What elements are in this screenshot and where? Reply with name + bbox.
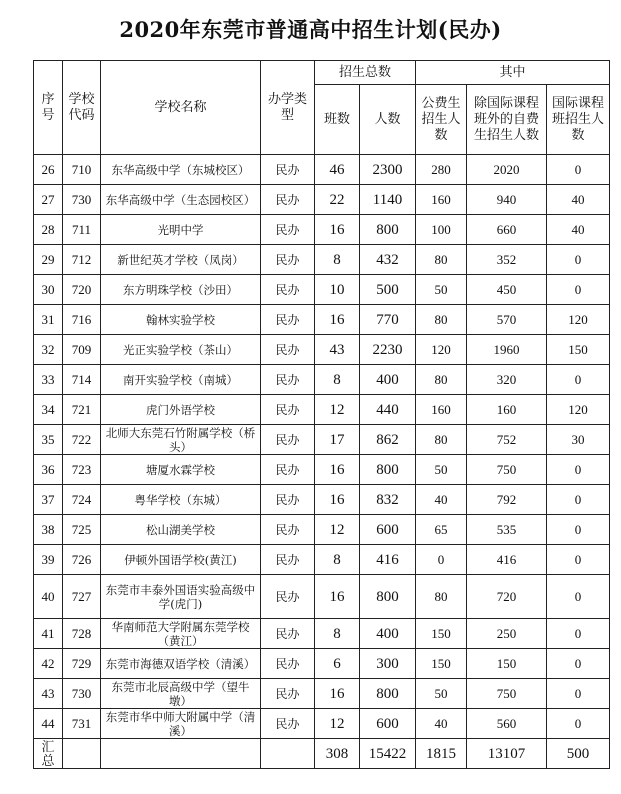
summary-label: 汇总 [34,739,63,769]
row-seq: 43 [34,679,63,709]
row-seq: 37 [34,485,63,515]
row-type: 民办 [261,709,315,739]
row-people: 832 [360,485,416,515]
row-classes: 46 [315,155,360,185]
row-code: 716 [63,305,101,335]
header-of-which: 其中 [416,61,610,85]
row-type: 民办 [261,425,315,455]
row-classes: 12 [315,709,360,739]
row-seq: 42 [34,649,63,679]
row-public-fee: 40 [416,709,467,739]
row-type: 民办 [261,335,315,365]
row-type: 民办 [261,455,315,485]
row-self-fee: 250 [467,619,547,649]
row-code: 712 [63,245,101,275]
summary-empty-type [261,739,315,769]
row-classes: 16 [315,575,360,619]
row-people: 440 [360,395,416,425]
table-row [34,245,610,275]
row-intl: 40 [547,215,610,245]
row-intl: 0 [547,155,610,185]
row-seq: 30 [34,275,63,305]
row-intl: 120 [547,395,610,425]
row-intl: 30 [547,425,610,455]
row-school-name: 新世纪英才学校（凤岗） [101,245,261,275]
row-self-fee: 535 [467,515,547,545]
header-classes: 班数 [315,85,360,155]
row-classes: 12 [315,395,360,425]
row-classes: 17 [315,425,360,455]
row-type: 民办 [261,545,315,575]
row-type: 民办 [261,155,315,185]
row-code: 723 [63,455,101,485]
row-intl: 0 [547,679,610,709]
table-row [34,305,610,335]
table-row [34,485,610,515]
table-row [34,275,610,305]
row-self-fee: 720 [467,575,547,619]
row-self-fee: 1960 [467,335,547,365]
row-public-fee: 150 [416,619,467,649]
enrollment-plan-table [33,60,610,769]
row-self-fee: 150 [467,649,547,679]
row-people: 300 [360,649,416,679]
table-row [34,649,610,679]
row-people: 416 [360,545,416,575]
table-row [34,425,610,455]
summary-people: 15422 [360,739,416,769]
table-row [34,185,610,215]
row-type: 民办 [261,185,315,215]
row-school-name: 华南师范大学附属东莞学校（黄江） [101,619,261,649]
row-school-name: 东方明珠学校（沙田） [101,275,261,305]
summary-public-fee: 1815 [416,739,467,769]
row-code: 728 [63,619,101,649]
row-public-fee: 50 [416,679,467,709]
row-seq: 40 [34,575,63,619]
row-people: 1140 [360,185,416,215]
row-code: 727 [63,575,101,619]
row-classes: 16 [315,215,360,245]
row-intl: 0 [547,619,610,649]
row-seq: 36 [34,455,63,485]
row-code: 720 [63,275,101,305]
row-intl: 0 [547,365,610,395]
row-type: 民办 [261,575,315,619]
row-type: 民办 [261,365,315,395]
row-people: 432 [360,245,416,275]
row-code: 722 [63,425,101,455]
row-seq: 32 [34,335,63,365]
row-intl: 0 [547,455,610,485]
row-self-fee: 792 [467,485,547,515]
row-public-fee: 80 [416,305,467,335]
row-intl: 120 [547,305,610,335]
row-people: 600 [360,515,416,545]
table-row [34,455,610,485]
row-school-name: 粤华学校（东城） [101,485,261,515]
row-self-fee: 750 [467,455,547,485]
row-self-fee: 160 [467,395,547,425]
row-public-fee: 65 [416,515,467,545]
table-row [34,515,610,545]
row-seq: 29 [34,245,63,275]
row-classes: 12 [315,515,360,545]
row-people: 400 [360,619,416,649]
header-people: 人数 [360,85,416,155]
table-row [34,575,610,619]
row-seq: 41 [34,619,63,649]
row-public-fee: 160 [416,185,467,215]
header-code: 学校代码 [63,61,101,155]
row-public-fee: 120 [416,335,467,365]
row-seq: 39 [34,545,63,575]
row-self-fee: 352 [467,245,547,275]
table-row [34,335,610,365]
row-type: 民办 [261,485,315,515]
row-self-fee: 2020 [467,155,547,185]
row-public-fee: 80 [416,425,467,455]
row-code: 731 [63,709,101,739]
row-people: 2230 [360,335,416,365]
row-classes: 6 [315,649,360,679]
header-total-group: 招生总数 [315,61,416,85]
row-school-name: 东华高级中学（生态园校区） [101,185,261,215]
row-type: 民办 [261,395,315,425]
row-classes: 16 [315,305,360,335]
row-code: 725 [63,515,101,545]
row-code: 714 [63,365,101,395]
row-people: 500 [360,275,416,305]
row-people: 800 [360,455,416,485]
table-row [34,709,610,739]
row-public-fee: 40 [416,485,467,515]
row-intl: 40 [547,185,610,215]
row-type: 民办 [261,275,315,305]
row-classes: 10 [315,275,360,305]
summary-row [34,739,610,769]
row-people: 770 [360,305,416,335]
row-public-fee: 160 [416,395,467,425]
row-intl: 0 [547,649,610,679]
row-seq: 27 [34,185,63,215]
row-seq: 38 [34,515,63,545]
row-classes: 8 [315,245,360,275]
row-self-fee: 660 [467,215,547,245]
summary-self-fee: 13107 [467,739,547,769]
row-seq: 28 [34,215,63,245]
row-self-fee: 320 [467,365,547,395]
row-classes: 8 [315,545,360,575]
row-public-fee: 280 [416,155,467,185]
row-seq: 26 [34,155,63,185]
row-classes: 16 [315,455,360,485]
row-type: 民办 [261,649,315,679]
row-type: 民办 [261,619,315,649]
row-seq: 35 [34,425,63,455]
row-code: 726 [63,545,101,575]
row-school-name: 伊顿外国语学校(黄江) [101,545,261,575]
row-self-fee: 750 [467,679,547,709]
table-row [34,215,610,245]
table-row [34,619,610,649]
row-people: 600 [360,709,416,739]
header-self-fee: 除国际课程班外的自费生招生人数 [467,85,547,155]
header-type: 办学类型 [261,61,315,155]
table-row [34,365,610,395]
row-school-name: 松山湖美学校 [101,515,261,545]
row-school-name: 东莞市北辰高级中学（望牛墩） [101,679,261,709]
row-people: 2300 [360,155,416,185]
row-school-name: 北师大东莞石竹附属学校（桥头） [101,425,261,455]
row-school-name: 东莞市丰泰外国语实验高级中学(虎门) [101,575,261,619]
row-code: 721 [63,395,101,425]
row-classes: 16 [315,679,360,709]
row-school-name: 东莞市海德双语学校（清溪） [101,649,261,679]
row-people: 800 [360,679,416,709]
row-school-name: 翰林实验学校 [101,305,261,335]
row-code: 730 [63,679,101,709]
row-intl: 0 [547,275,610,305]
row-classes: 16 [315,485,360,515]
summary-classes: 308 [315,739,360,769]
row-public-fee: 80 [416,245,467,275]
row-type: 民办 [261,245,315,275]
table-row [34,395,610,425]
row-classes: 8 [315,619,360,649]
row-public-fee: 80 [416,365,467,395]
header-name: 学校名称 [101,61,261,155]
row-intl: 150 [547,335,610,365]
row-school-name: 塘厦水霖学校 [101,455,261,485]
row-public-fee: 150 [416,649,467,679]
row-public-fee: 50 [416,455,467,485]
row-intl: 0 [547,515,610,545]
row-seq: 44 [34,709,63,739]
row-school-name: 南开实验学校（南城） [101,365,261,395]
row-classes: 43 [315,335,360,365]
row-public-fee: 50 [416,275,467,305]
row-code: 729 [63,649,101,679]
row-self-fee: 570 [467,305,547,335]
row-type: 民办 [261,215,315,245]
page-title: 2020年东莞市普通高中招生计划(民办) [119,17,502,42]
row-intl: 0 [547,709,610,739]
row-school-name: 光明中学 [101,215,261,245]
row-public-fee: 100 [416,215,467,245]
row-code: 730 [63,185,101,215]
table-body [34,155,610,739]
row-type: 民办 [261,679,315,709]
row-code: 710 [63,155,101,185]
row-code: 709 [63,335,101,365]
row-self-fee: 560 [467,709,547,739]
row-school-name: 虎门外语学校 [101,395,261,425]
row-people: 400 [360,365,416,395]
row-self-fee: 450 [467,275,547,305]
row-public-fee: 80 [416,575,467,619]
row-school-name: 东莞市华中师大附属中学（清溪） [101,709,261,739]
row-code: 724 [63,485,101,515]
row-code: 711 [63,215,101,245]
row-intl: 0 [547,485,610,515]
row-people: 800 [360,215,416,245]
row-intl: 0 [547,245,610,275]
header-seq: 序号 [34,61,63,155]
table-row [34,155,610,185]
row-type: 民办 [261,515,315,545]
row-seq: 34 [34,395,63,425]
row-public-fee: 0 [416,545,467,575]
header-public-fee: 公费生招生人数 [416,85,467,155]
row-classes: 8 [315,365,360,395]
row-self-fee: 752 [467,425,547,455]
summary-empty-name [101,739,261,769]
row-people: 862 [360,425,416,455]
row-intl: 0 [547,545,610,575]
row-school-name: 光正实验学校（茶山） [101,335,261,365]
row-self-fee: 940 [467,185,547,215]
header-intl: 国际课程班招生人数 [547,85,610,155]
row-type: 民办 [261,305,315,335]
table-row [34,679,610,709]
row-classes: 22 [315,185,360,215]
table-row [34,545,610,575]
row-seq: 31 [34,305,63,335]
row-seq: 33 [34,365,63,395]
row-people: 800 [360,575,416,619]
row-school-name: 东华高级中学（东城校区） [101,155,261,185]
row-self-fee: 416 [467,545,547,575]
summary-empty-code [63,739,101,769]
row-intl: 0 [547,575,610,619]
summary-intl: 500 [547,739,610,769]
